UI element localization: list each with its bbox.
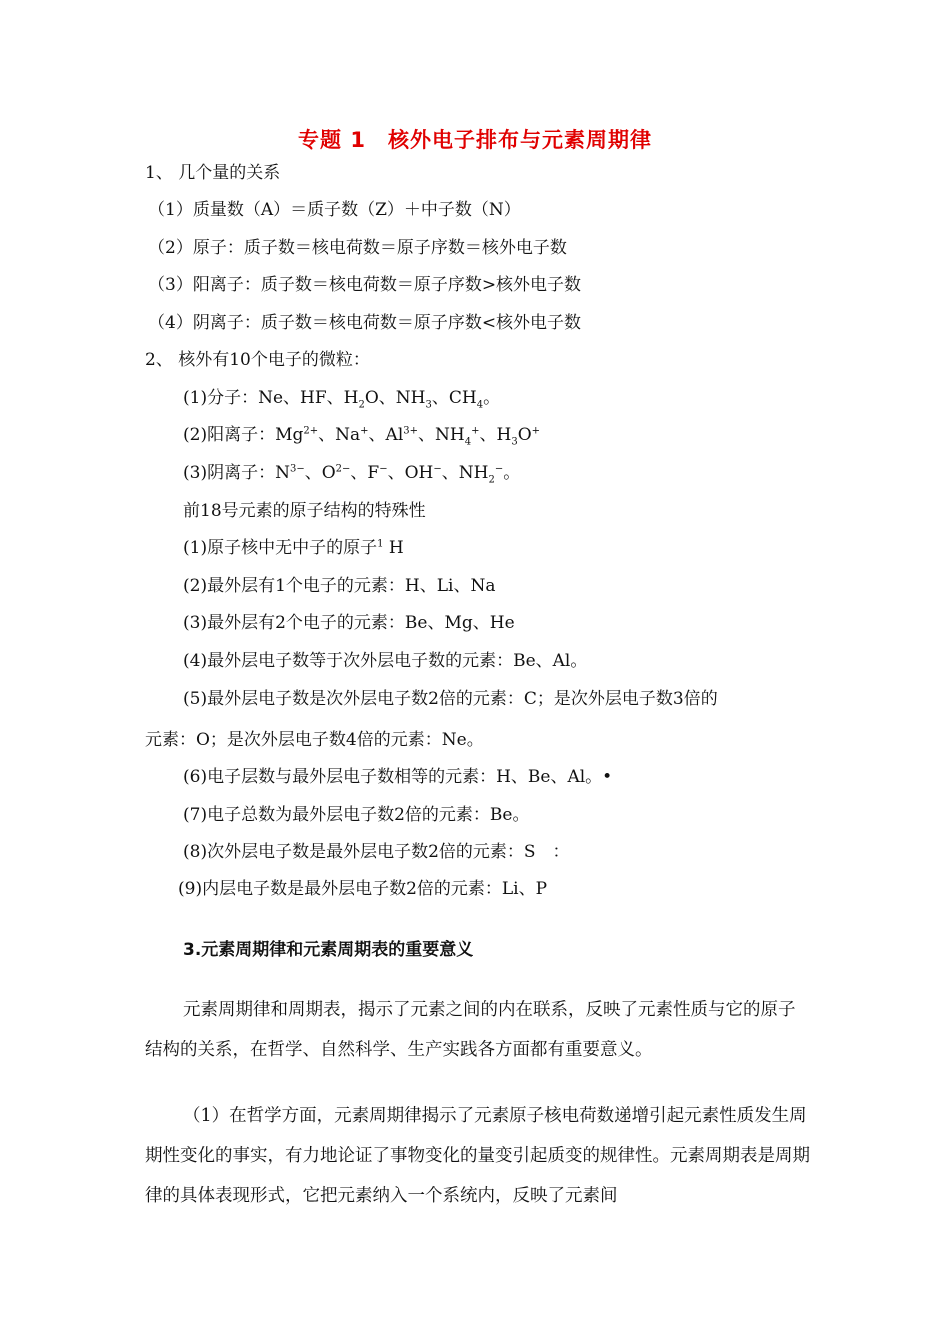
special-item-5a: (5)最外层电子数是次外层电子数2倍的元素：C；是次外层电子数3倍的 (183, 689, 718, 709)
special-item-1: (1)原子核中无中子的原子$^1$ H (183, 538, 404, 558)
section-2-heading: 2、 核外有10个电子的微粒： (145, 350, 370, 370)
special-item-6: (6)电子层数与最外层电子数相等的元素：H、Be、Al。• (183, 767, 613, 787)
s1-item-4: （4）阴离子：质子数＝核电荷数＝原子序数<核外电子数 (148, 313, 582, 333)
s2-anions: (3)阴离子：$N^{3-}$、$O^{2-}$、F−、OH−、$NH_2^-$。 (183, 463, 521, 486)
s3-paragraph-1: 元素周期律和周期表，揭示了元素之间的内在联系，反映了元素性质与它的原子结构的关系，在哲学、自然科学、生产实践各方面都有重要意义。 (145, 1000, 796, 1060)
s1-item-2: （2）原子：质子数＝核电荷数＝原子序数＝核外电子数 (148, 238, 567, 258)
section-1-heading: 1、 几个量的关系 (145, 163, 281, 183)
s2-molecules: (1)分子：Ne、HF、$H_2O$、$NH_3$、$CH_4$。 (183, 388, 501, 411)
s3-paragraph-2: （1）在哲学方面，元素周期律揭示了元素原子核电荷数递增引起元素性质发生周期性变化的事实，有力地论证了事物变化的量变引起质变的规律性。元素周期表是周期律的具体表现形式，它把元素纳入一个系统内，反映了元素间 (145, 1106, 810, 1206)
s2-cations: (2)阳离子：$Mg^{2+}$、Na+、$Al^{3+}$、$NH_4^+$、$H_3O^+$ (183, 425, 541, 448)
special-item-2: (2)最外层有1个电子的元素：H、Li、Na (183, 576, 496, 596)
page-title: 专题 1 核外电子排布与元素周期律 (298, 128, 652, 152)
special-item-7: (7)电子总数为最外层电子数2倍的元素：Be。 (183, 805, 530, 825)
special-item-9: (9)内层电子数是最外层电子数2倍的元素：Li、P (178, 879, 548, 899)
special-item-4: (4)最外层电子数等于次外层电子数的元素：Be、Al。 (183, 651, 588, 671)
special-item-3: (3)最外层有2个电子的元素：Be、Mg、He (183, 613, 515, 633)
section-3-heading: 3.元素周期律和元素周期表的重要意义 (183, 940, 474, 960)
special-item-5b: 元素：O；是次外层电子数4倍的元素：Ne。 (145, 730, 484, 750)
special-title: 前18号元素的原子结构的特殊性 (183, 501, 426, 521)
s1-item-3: （3）阳离子：质子数＝核电荷数＝原子序数>核外电子数 (148, 275, 582, 295)
s1-item-1: （1）质量数（A）＝质子数（Z）＋中子数（N） (148, 200, 521, 220)
special-item-8: (8)次外层电子数是最外层电子数2倍的元素：S ： (183, 842, 570, 862)
